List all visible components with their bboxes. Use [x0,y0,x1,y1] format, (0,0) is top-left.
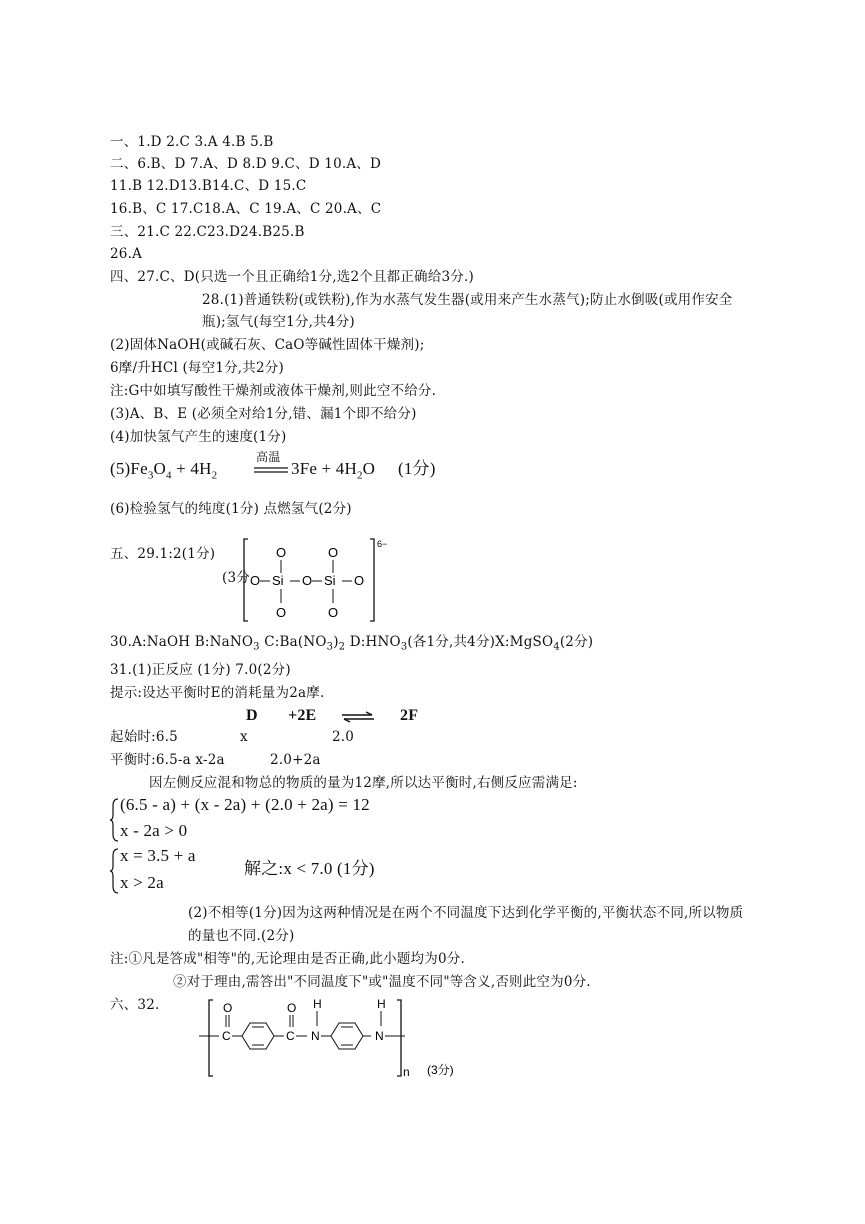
q31-hint: 提示:设达平衡时E的消耗量为2a摩. [110,685,325,701]
equals-sign [254,467,288,473]
q28-part1-line2: 瓶);氢气(每空1分,共4分) [202,314,355,330]
q31-note1: 注:①凡是答成"相等"的,无论理由是否正确,此小题均为0分. [110,951,465,967]
q28-part2-line1: (2)固体NaOH(或碱石灰、CaO等碱性固体干燥剂); [110,337,425,353]
reaction-species-d: D [246,707,258,724]
charge-label: 6− [377,539,388,549]
atom-o: O [328,605,339,620]
equilibrium-row-f: 2.0+2a [270,752,321,768]
atom-h: H [377,997,386,1011]
answer-line-s3-1: 三、21.C 22.C23.D24.B25.B [110,224,305,240]
system2-equation1: x = 3.5 + a [120,846,196,865]
answer-line-s2-3: 16.B、C 17.C18.A、C 19.A、C 20.A、C [110,201,382,217]
q31-explanation: 因左侧反应混和物总的物质的量为12摩,所以达平衡时,右侧反应需满足: [149,775,578,791]
equilibrium-row-label: 平衡时:6.5-a x-2a [110,752,225,768]
atom-o: O [250,573,261,588]
atom-o: O [302,573,313,588]
atom-o: O [276,605,287,620]
atom-o: O [287,1001,297,1015]
system1-equation2: x - 2a > 0 [120,821,188,840]
q31-part1: 31.(1)正反应 (1分) 7.0(2分) [110,662,291,678]
atom-o: O [276,545,287,560]
answer-line-s3-2: 26.A [110,246,143,262]
equilibrium-arrow [342,712,374,722]
q31-part2-line1: (2)不相等(1分)因为这两种情况是在两个不同温度下达到化学平衡的,平衡状态不同,所以物质 [188,905,744,921]
q28-part5-equation: $(5)Fe_3O_4 + 4H_2$ [110,459,218,482]
atom-c: C [286,1029,295,1043]
answer-line-s1: 一、1.D 2.C 3.A 4.B 5.B [110,134,274,150]
q27-answer: 四、27.C、D(只选一个且正确给1分,选2个且都正确给3分.) [110,269,474,285]
q29-answer: 五、29.1:2(1分) [110,546,216,562]
q31-part2-line2: 的量也不同.(2分) [188,928,295,944]
atom-n: N [311,1029,320,1043]
q28-condition: 高温 [256,450,281,464]
answer-line-s2-2: 11.B 12.D13.B14.C、D 15.C [110,178,307,194]
polyamide-structure [195,996,485,1082]
q28-part5-products: $3Fe + 4H_2O$ [291,459,376,482]
atom-c: C [222,1029,231,1043]
system1-equation1: (6.5 - a) + (x - 2a) + (2.0 + 2a) = 12 [120,795,370,814]
atom-o: O [223,1001,233,1015]
q32-score: (3分) [427,1063,454,1077]
q30-answer: 30.A:NaOH B:NaNO$_3$ $C:Ba(NO_3)_2$ $D:HNO_3$(各1分,共4分)X:MgSO$_4$(2分) [110,634,594,653]
repeat-subscript: n [403,1065,410,1079]
q28-part3: (3)A、B、E (必须全对给1分,错、漏1个即不给分) [110,406,417,422]
reaction-species-e: +2E [288,707,317,724]
reaction-species-f: 2F [400,707,419,724]
brace-system-2 [110,848,120,894]
atom-o: O [354,573,365,588]
system2-equation2: x > 2a [120,873,164,892]
atom-si: Si [324,573,336,588]
atom-n: N [375,1029,384,1043]
solution-result: 解之:x < 7.0 (1分) [244,859,375,878]
brace-system-1 [110,798,120,842]
q28-part6: (6)检验氢气的纯度(1分) 点燃氢气(2分) [110,501,352,517]
atom-si: Si [272,573,284,588]
answer-line-s2-1: 二、6.B、D 7.A、D 8.D 9.C、D 10.A、D [110,156,382,172]
q28-part1-line1: 28.(1)普通铁粉(或铁粉),作为水蒸气发生器(或用来产生水蒸气);防止水倒吸(或用作安全 [202,292,733,308]
initial-row-x: x [240,729,248,745]
atom-h: H [313,997,322,1011]
initial-row-f: 2.0 [332,729,355,745]
q28-part5-score: (1分) [398,459,436,478]
q28-part2-line2: 6摩/升HCl (每空1分,共2分) [110,360,284,376]
silicate-ion-structure [240,537,390,623]
q28-part4: (4)加快氢气产生的速度(1分) [110,429,287,445]
q28-note: 注:G中如填写酸性干燥剂或液体干燥剂,则此空不给分. [110,383,437,399]
q29-score: (3分 [222,570,250,586]
q32-label: 六、32. [110,997,160,1013]
initial-row-label: 起始时:6.5 [110,729,178,745]
atom-o: O [328,545,339,560]
q31-note2: ②对于理由,需答出"不同温度下"或"温度不同"等含义,否则此空为0分. [173,974,591,990]
